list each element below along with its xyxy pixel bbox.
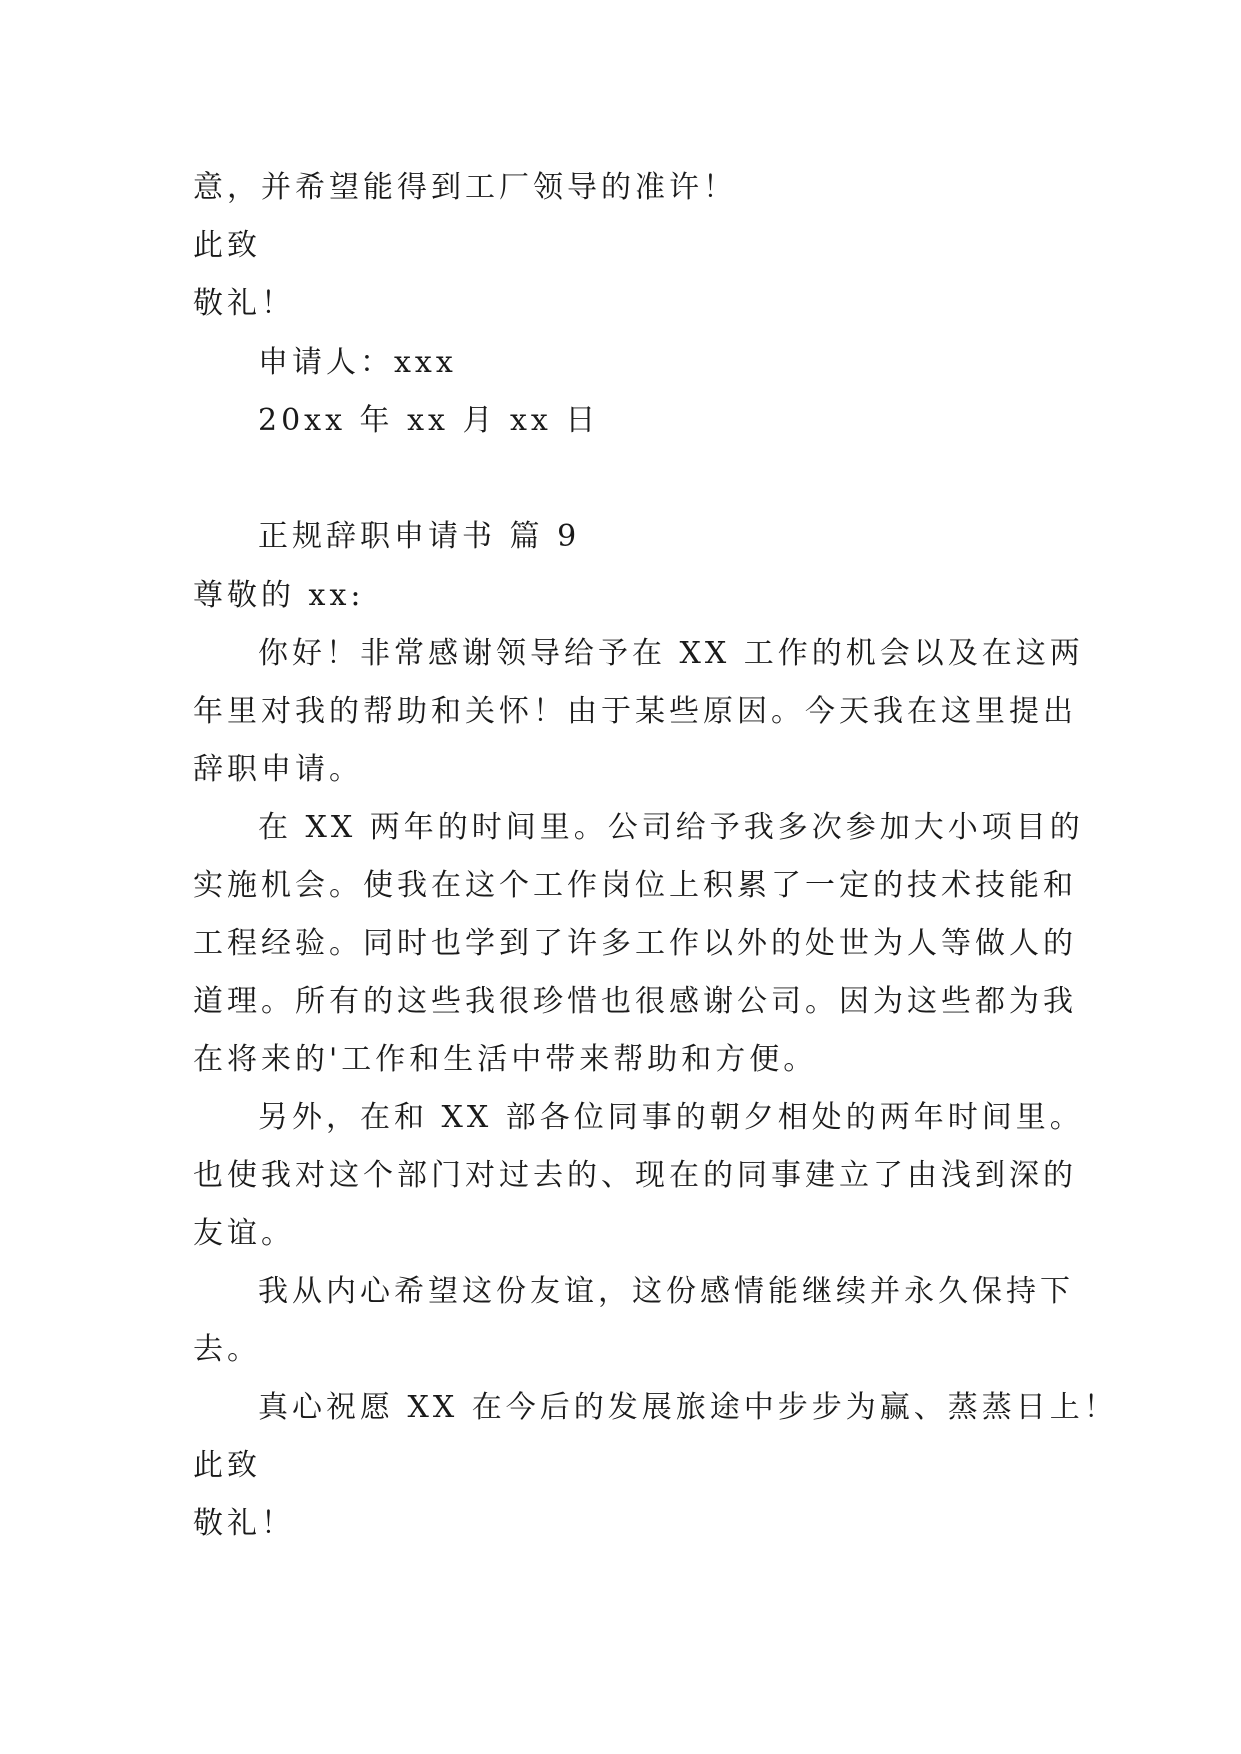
closing-jing-li-2: 敬礼！ — [193, 1506, 295, 1541]
date-line: 20xx 年 xx 月 xx 日 — [258, 403, 600, 438]
closing-ci-zhi: 此致 — [193, 228, 261, 263]
section-title: 正规辞职申请书 篇 9 — [258, 519, 581, 554]
paragraph-line: 实施机会。使我在这个工作岗位上积累了一定的技术技能和 — [193, 868, 1077, 903]
paragraph-line: 在 XX 两年的时间里。公司给予我多次参加大小项目的 — [258, 810, 1084, 845]
paragraph-line: 工程经验。同时也学到了许多工作以外的处世为人等做人的 — [193, 926, 1077, 961]
paragraph-line: 你好！非常感谢领导给予在 XX 工作的机会以及在这两 — [258, 636, 1084, 671]
closing-jing-li: 敬礼！ — [193, 286, 295, 321]
paragraph-line: 我从内心希望这份友谊，这份感情能继续并永久保持下 — [258, 1274, 1074, 1309]
paragraph-line: 道理。所有的这些我很珍惜也很感谢公司。因为这些都为我 — [193, 984, 1077, 1019]
applicant-line: 申请人：xxx — [258, 345, 457, 380]
paragraph-line: 在将来的'工作和生活中带来帮助和方便。 — [193, 1042, 818, 1077]
paragraph-line: 友谊。 — [193, 1216, 295, 1251]
paragraph-line: 去。 — [193, 1332, 261, 1367]
continuation-line: 意，并希望能得到工厂领导的准许！ — [193, 170, 737, 205]
paragraph-line: 辞职申请。 — [193, 752, 363, 787]
paragraph-line: 真心祝愿 XX 在今后的发展旅途中步步为赢、蒸蒸日上！ — [258, 1390, 1118, 1425]
salutation: 尊敬的 xx: — [193, 578, 365, 613]
closing-ci-zhi-2: 此致 — [193, 1448, 261, 1483]
paragraph-line: 年里对我的帮助和关怀！由于某些原因。今天我在这里提出 — [193, 694, 1077, 729]
paragraph-line: 也使我对这个部门对过去的、现在的同事建立了由浅到深的 — [193, 1158, 1077, 1193]
paragraph-line: 另外，在和 XX 部各位同事的朝夕相处的两年时间里。 — [258, 1100, 1084, 1135]
